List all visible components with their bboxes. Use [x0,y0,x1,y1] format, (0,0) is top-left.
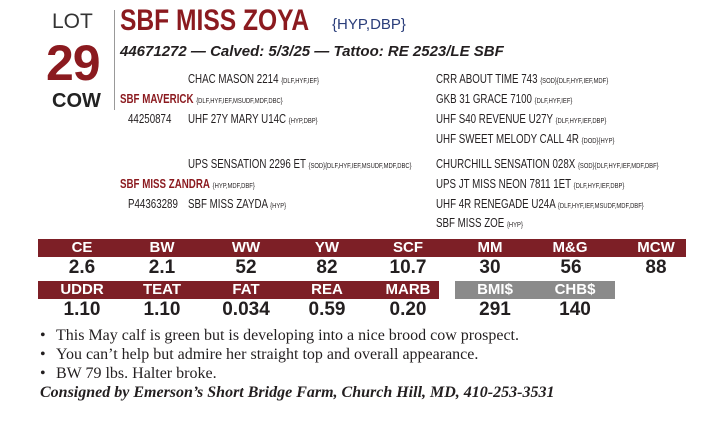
epd-value-bmi: 291 [479,299,511,320]
consignor-line: Consigned by Emerson’s Short Bridge Farm, Church Hill, MD, 410-253-3531 [40,384,555,401]
pedigree-sdd: UHF SWEET MELODY CALL 4R {DOD}{HYP} [436,132,615,146]
lot-number: 29 [46,35,100,91]
epd-header-ce: CE [71,239,93,256]
pedigree-sire: SBF MAVERICK {DLF,HYF,IEF,MSUDF,MDF,DBC} [120,92,283,106]
pedigree-dam-reg: P44363289 [128,197,178,211]
epd-header-fat: FAT [232,281,260,298]
note-item: • BW 79 lbs. Halter broke. [40,365,217,382]
epd-value-teat: 1.10 [143,299,181,320]
epd-value-ce: 2.6 [68,257,96,278]
epd-header-chb: CHB$ [535,281,615,299]
pedigree-dam-dam: SBF MISS ZAYDA {HYP} [188,197,287,211]
epd-value-uddr: 1.10 [63,299,101,320]
pedigree-sire-dam: UHF 27Y MARY U14C {HYP,DBP} [188,112,318,126]
lot-sex: COW [52,90,101,112]
epd-header-bmi: BMI$ [455,281,535,299]
epd-value-bw: 2.1 [148,257,176,278]
epd-value-rea: 0.59 [308,299,346,320]
note-item: • This May calf is green but is developing into a nice brood cow prospect. [40,327,519,344]
animal-tags: {HYP,DBP} [332,16,406,33]
epd-header-row-1 [38,239,686,257]
epd-header-yw: YW [314,239,340,256]
pedigree-dam: SBF MISS ZANDRA {HYP,MDF,DBF} [120,177,255,191]
pedigree-sss: CRR ABOUT TIME 743 {SOD}{DLF,HYF,IEF,MDF} [436,72,609,86]
epd-value-mg: 56 [560,257,582,278]
epd-value-scf: 10.7 [389,257,427,278]
epd-value-marb: 0.20 [389,299,427,320]
epd-header-teat: TEAT [142,281,182,298]
epd-value-fat: 0.034 [222,299,270,320]
epd-header-uddr: UDDR [60,281,104,298]
epd-header-marb: MARB [385,281,431,298]
epd-header-mm: MM [477,239,503,256]
pedigree-dsd: UPS JT MISS NEON 7811 1ET {DLF,HYF,IEF,DBP} [436,177,625,191]
animal-name: SBF MISS ZOYA [120,4,310,37]
epd-header-bw: BW [149,239,175,256]
pedigree-sire-reg: 44250874 [128,112,172,126]
epd-header-mg: M&G [552,239,588,256]
epd-value-ww: 52 [235,257,257,278]
epd-header-row-2 [38,281,439,299]
epd-header-rea: REA [311,281,343,298]
epd-header-scf: SCF [393,239,423,256]
pedigree-ddd: SBF MISS ZOE {HYP} [436,216,523,230]
epd-value-mm: 30 [479,257,501,278]
pedigree-ssd: GKB 31 GRACE 7100 {DLF,HYF,IEF} [436,92,573,106]
epd-header-mcw: MCW [637,239,675,256]
epd-value-mcw: 88 [645,257,667,278]
lot-label: LOT [52,10,93,33]
pedigree-dam-sire: UPS SENSATION 2296 ET {SOD}{DLF,HYF,IEF,MSUDF,MDF,DBC} [188,157,412,171]
registration-line: 44671272 — Calved: 5/3/25 — Tattoo: RE 2523/LE SBF [120,43,504,60]
note-item: • You can’t help but admire her straight top and overall appearance. [40,346,479,363]
lot-divider [114,10,115,110]
pedigree-sire-sire: CHAC MASON 2214 {DLF,HYF,IEF} [188,72,319,86]
pedigree-dss: CHURCHILL SENSATION 028X {SOD}{DLF,HYF,IEF,MDF,DBF} [436,157,659,171]
epd-value-yw: 82 [316,257,338,278]
epd-header-ww: WW [231,239,261,256]
epd-value-chb: 140 [559,299,591,320]
pedigree-sds: UHF S40 REVENUE U27Y {DLF,HYF,IEF,DBP} [436,112,607,126]
pedigree-dds: UHF 4R RENEGADE U24A {DLF,HYF,IEF,MSUDF,MDF,DBF} [436,197,644,211]
